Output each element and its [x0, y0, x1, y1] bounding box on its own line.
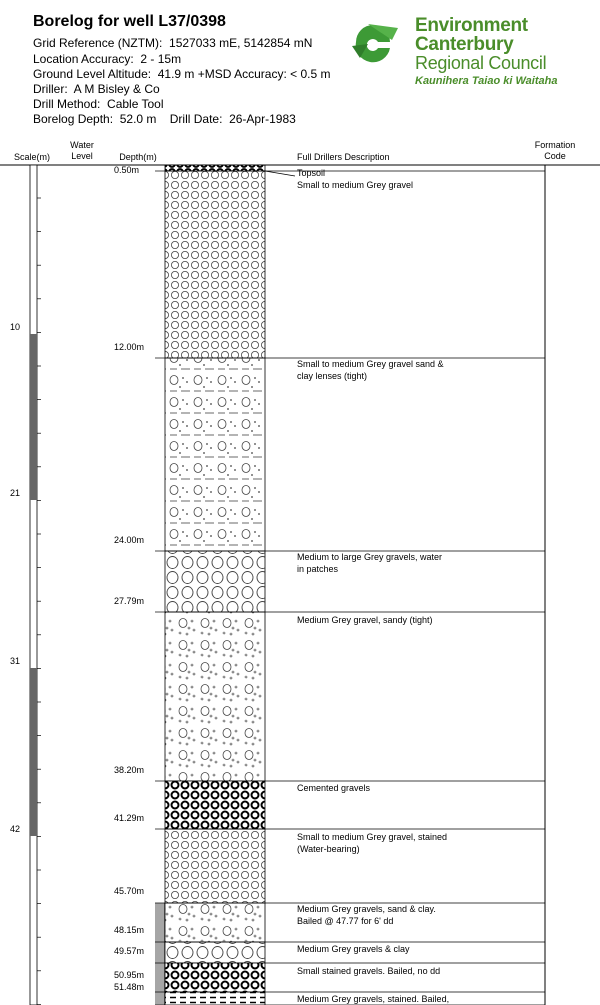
lithology-block	[165, 171, 265, 358]
layer-description-line: Small to medium Grey gravel sand &	[297, 359, 444, 369]
lithology-block	[165, 903, 265, 942]
layer-depth-label: 27.79m	[114, 596, 145, 606]
borelog-depth: Borelog Depth: 52.0 m Drill Date: 26-Apr-1983	[33, 112, 296, 126]
layer-description-line: Small to medium Grey gravel	[297, 180, 414, 190]
scale-bar	[30, 165, 37, 1005]
scale-label: 10	[10, 322, 21, 332]
ground-level-altitude: Ground Level Altitude: 41.9 m +MSD Accuracy: < 0.5 m	[33, 67, 331, 81]
column-depth-header: Depth(m)	[119, 152, 157, 162]
layer-description-line: Topsoil	[297, 168, 326, 178]
layer-description	[297, 167, 472, 179]
scale-bar-shaded-1	[30, 668, 37, 836]
column-formation-line1: Formation	[534, 140, 576, 150]
lithology-block	[165, 781, 265, 829]
scale-bar-shaded-0	[30, 334, 37, 500]
column-scale-header: Scale(m)	[13, 152, 50, 162]
layer-description	[297, 965, 472, 977]
layer-depth-label: 38.20m	[114, 765, 145, 775]
scale-label: 21	[10, 488, 21, 498]
layer-description-line: Small stained gravels. Bailed, no dd	[297, 966, 441, 976]
scale-label: 42	[10, 824, 21, 834]
layer-description	[297, 943, 472, 955]
lithology-block	[165, 829, 265, 903]
lithology-block	[165, 551, 265, 612]
logo-line-environment: Environment	[415, 15, 528, 36]
layer-depth-label: 50.95m	[114, 970, 145, 980]
layer-description-line: clay lenses (tight)	[297, 371, 368, 381]
layer-depth-label: 12.00m	[114, 342, 145, 352]
layer-description-line: Medium Grey gravel, sandy (tight)	[297, 615, 433, 625]
logo-line-canterbury: Canterbury	[415, 34, 514, 55]
logo-line-regional-council: Regional Council	[415, 53, 547, 73]
lithology-block	[165, 992, 265, 1005]
layer-depth-label: 0.50m	[114, 165, 140, 175]
column-water-line2: Level	[71, 151, 93, 161]
layer-description-line: (Water-bearing)	[297, 844, 360, 854]
layer-description-line: Medium Grey gravels & clay	[297, 944, 410, 954]
lithology-block	[165, 942, 265, 963]
layer-description-line: Bailed @ 47.77 for 6' dd	[297, 916, 394, 926]
layer-description-line: Small to medium Grey gravel, stained	[297, 832, 448, 842]
layer-description	[297, 358, 472, 382]
lithology-block	[165, 612, 265, 781]
layer-description-line: in patches	[297, 564, 339, 574]
layer-depth-label: 45.70m	[114, 886, 145, 896]
lithology-block	[165, 358, 265, 551]
driller: Driller: A M Bisley & Co	[33, 82, 160, 96]
column-formation-line2: Code	[544, 151, 566, 161]
layer-depth-label: 24.00m	[114, 535, 145, 545]
layer-description	[297, 993, 472, 1005]
location-accuracy: Location Accuracy: 2 - 15m	[33, 52, 182, 66]
layer-description-line: Cemented gravels	[297, 783, 371, 793]
scale-label: 31	[10, 656, 21, 666]
layer-depth-label: 48.15m	[114, 925, 145, 935]
layer-description-line: Medium Grey gravels, stained. Bailed,	[297, 994, 450, 1004]
layer-depth-label: 49.57m	[114, 946, 145, 956]
layer-description	[297, 903, 472, 927]
grid-reference: Grid Reference (NZTM): 1527033 mE, 5142854 mN	[33, 36, 313, 50]
layer-depth-label: 41.29m	[114, 813, 145, 823]
layer-description	[297, 551, 472, 575]
logo-line-maori-name: Kaunihera Taiao ki Waitaha	[415, 75, 558, 87]
topsoil-connector	[265, 171, 295, 176]
layer-description-line: Medium Grey gravels, sand & clay.	[297, 904, 436, 914]
lithology-block	[165, 165, 265, 171]
layer-description	[297, 831, 472, 855]
column-description-header: Full Drillers Description	[297, 152, 390, 162]
layer-description	[297, 614, 472, 626]
lithology-block	[165, 963, 265, 992]
layer-description-line: Medium to large Grey gravels, water	[297, 552, 443, 562]
layer-description	[297, 782, 472, 794]
layer-depth-label: 51.48m	[114, 982, 145, 992]
drill-method: Drill Method: Cable Tool	[33, 97, 164, 111]
layer-description	[297, 179, 472, 191]
page-title: Borelog for well L37/0398	[33, 13, 226, 30]
column-water-line1: Water	[70, 140, 94, 150]
